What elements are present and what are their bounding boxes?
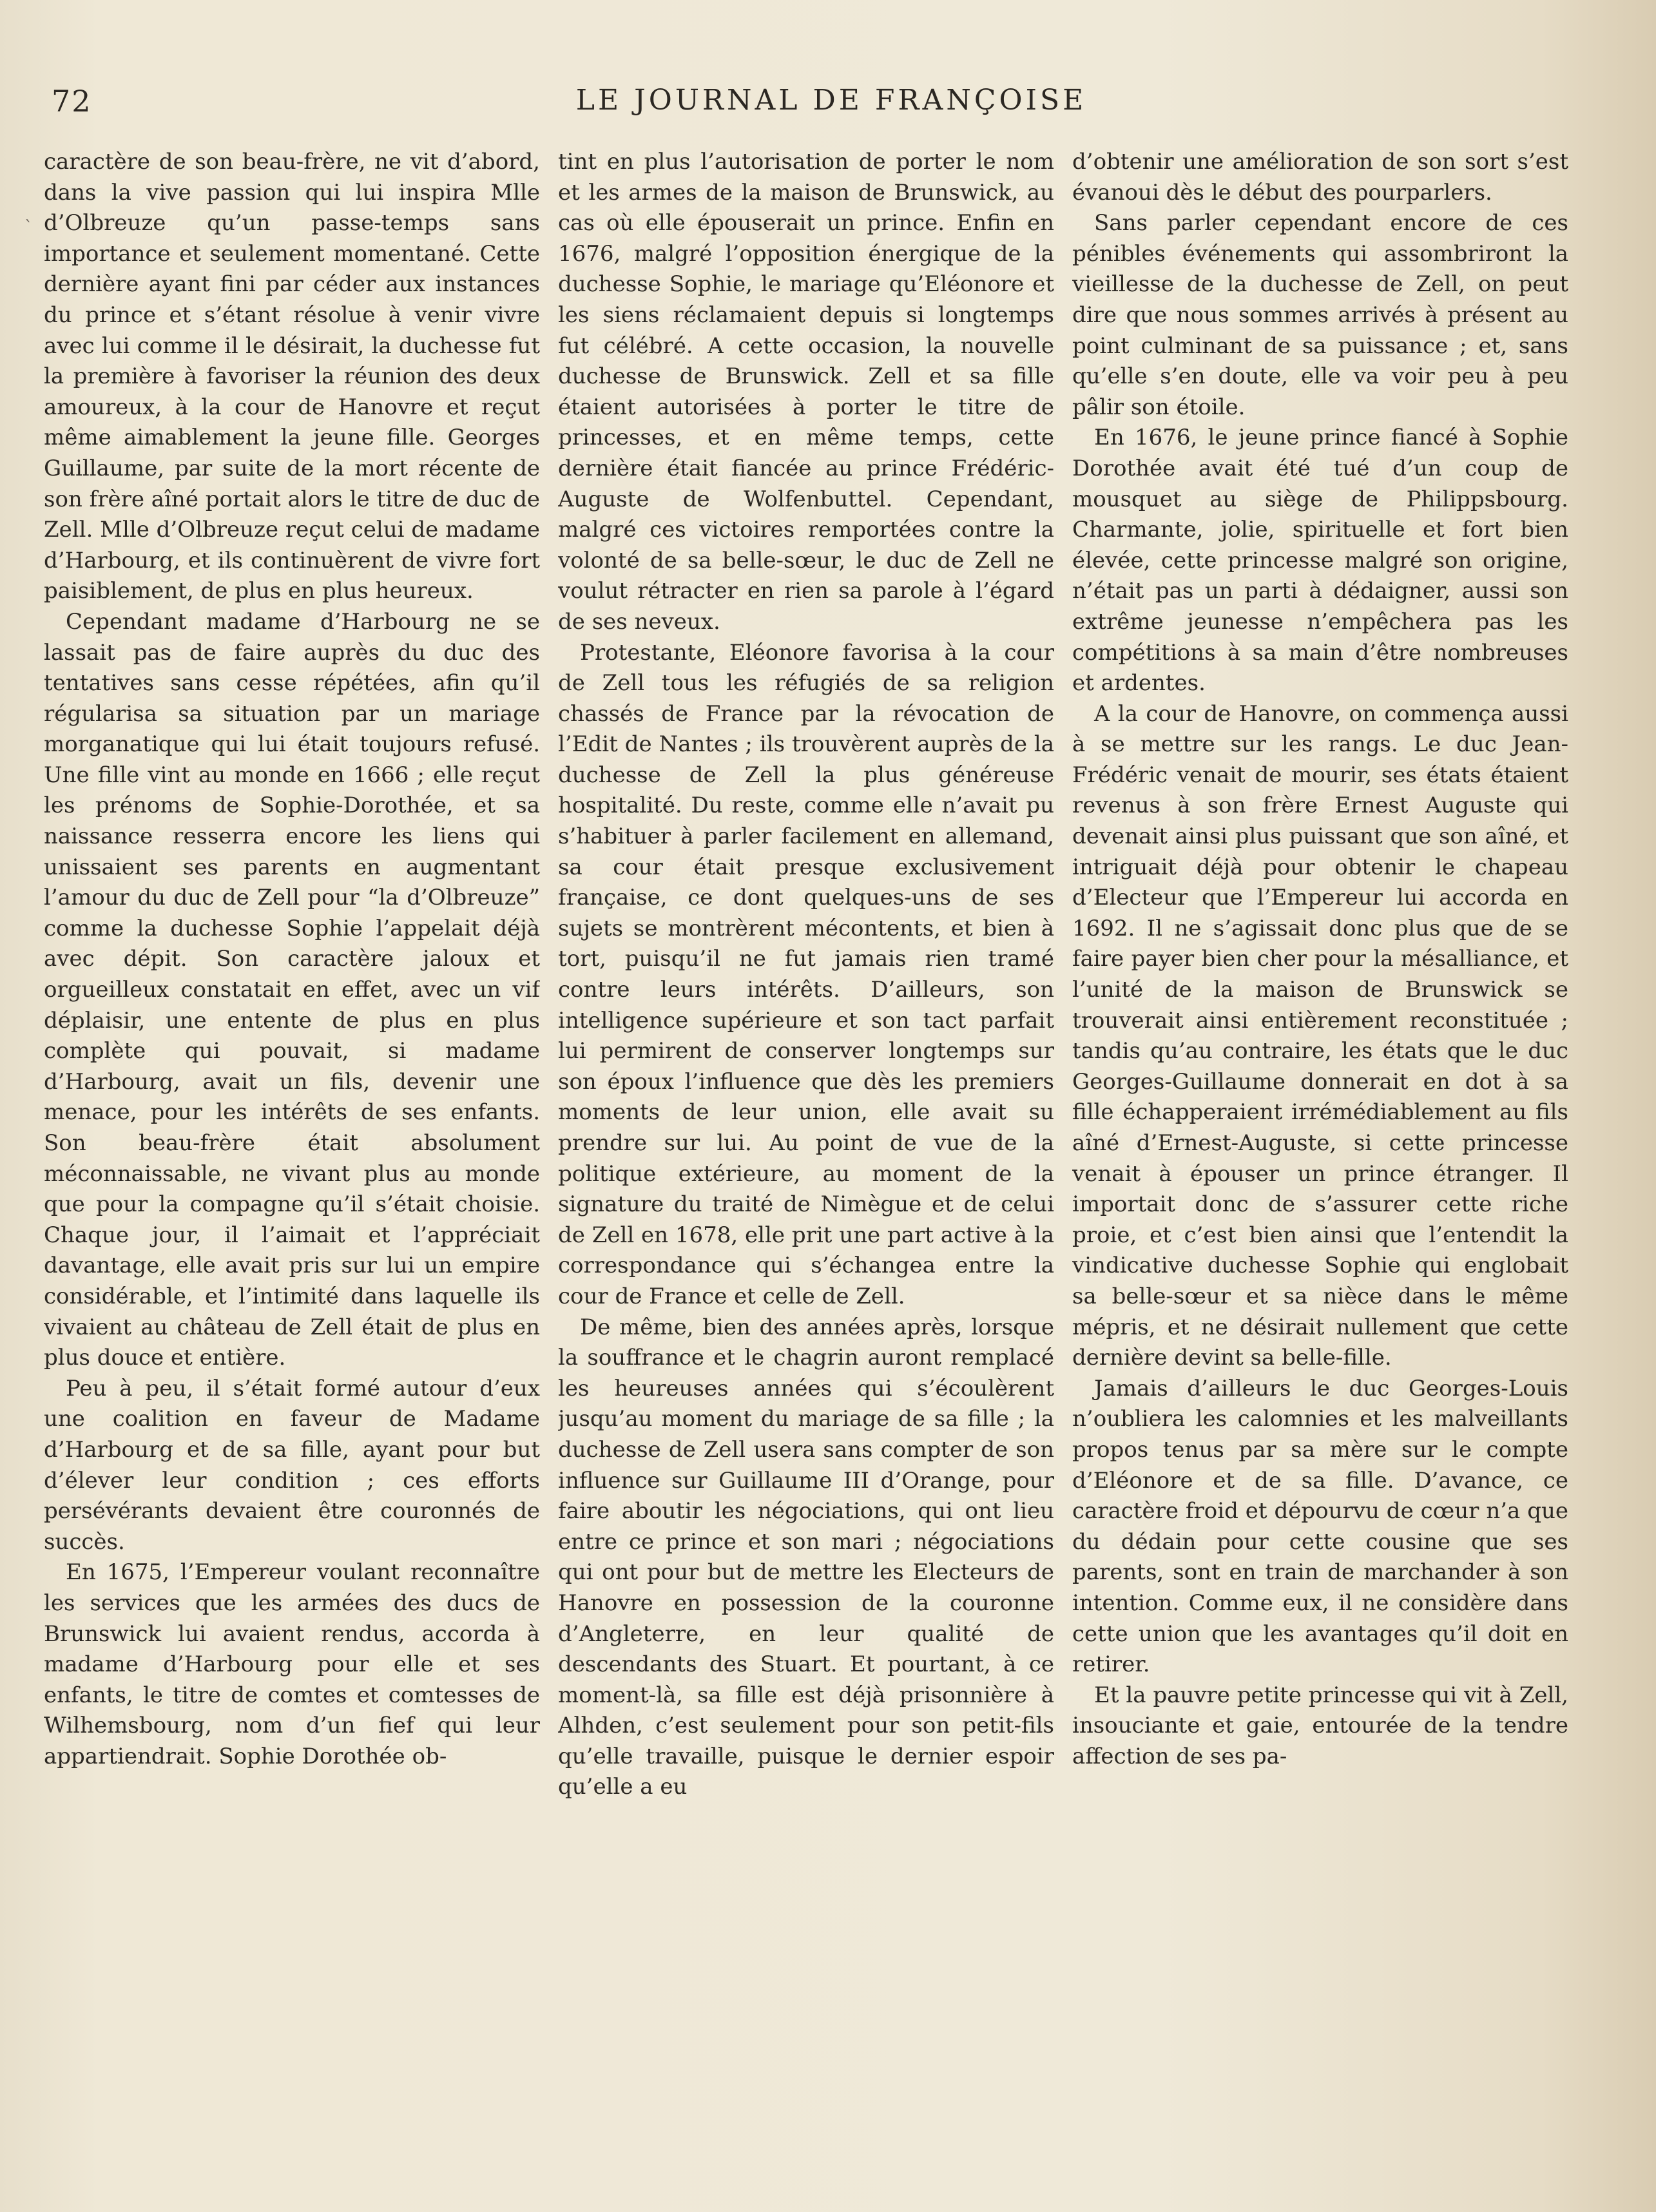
paragraph: d’obtenir une amélioration de son sort s’est évanoui dès le début des pourparlers. — [1072, 149, 1568, 206]
text-columns — [44, 147, 1571, 2144]
paragraph: De même, bien des années après, lorsque la souffrance et le chagrin auront remplacé les heureuses années qui s’écoulèrent jusqu’au moment du mariage de sa fille ; la duchesse de Zell usera sans compter de son influence sur Guillaume III d’Orange, pour faire aboutir les négociations, qui ont lieu entre ce prince et son mari ; négociations qui ont pour but de mettre les Electeurs de Hanovre en possession de la couronne d’Angleterre, en leur qualité de descendants des Stuart. Et pourtant, à ce moment-là, sa fille est déjà prisonnière à Alhden, c’est seulement pour son petit-fils qu’elle travaille, puisque le dernier espoir qu’elle a eu — [558, 1314, 1054, 1800]
paragraph: Protestante, Eléonore favorisa à la cour de Zell tous les réfugiés de sa religion chassés de France par la révocation de l’Edit de Nantes ; ils trouvèrent auprès de la duchesse de Zell la plus généreuse hospitalité. Du reste, comme elle n’avait pu s’habituer à parler facilement en allemand, sa cour était presque exclusivement française, ce dont quelques-uns de ses sujets se montrèrent mécontents, et bien à tort, puisqu’il ne fut jamais rien tramé contre leurs intérêts. D’ailleurs, son intelligence supérieure et son tact parfait lui permirent de conserver longtemps sur son époux l’influence que dès les premiers moments de leur union, elle avait su prendre sur lui. Au point de vue de la politique extérieure, au moment de la signature du traité de Nimègue et de celui de Zell en 1678, elle prit une part active à la correspondance qui s’échangea entre la cour de France et celle de Zell. — [558, 639, 1054, 1309]
paragraph: Peu à peu, il s’était formé autour d’eux une coalition en faveur de Madame d’Harbourg et de sa fille, ayant pour but d’élever leur condition ; ces efforts persévérants devaient être couronnés de succès. — [44, 1375, 540, 1555]
paragraph: En 1675, l’Empereur voulant reconnaître les services que les armées des ducs de Brunswick lui avaient rendus, accorda à madame d’Harbourg pour elle et ses enfants, le titre de comtes et comtesses de Wilhemsbourg, nom d’un fief qui leur appartiendrait. Sophie Dorothée ob- — [44, 1559, 540, 1769]
page-header — [45, 84, 1617, 129]
column-2 — [558, 147, 1054, 2144]
paragraph: En 1676, le jeune prince fiancé à Sophie Dorothée avait été tué d’un coup de mousquet au siège de Philippsbourg. Charmante, jolie, spirituelle et fort bien élevée, cette princesse malgré son origine, n’était pas un parti à dédaigner, aussi son extrême jeunesse n’empêchera pas les compétitions à sa main d’être nombreuses et ardentes. — [1072, 425, 1568, 697]
paragraph: A la cour de Hanovre, on commença aussi à se mettre sur les rangs. Le duc Jean-Frédéric venait de mourir, ses états étaient revenus à son frère Ernest Auguste qui devenait ainsi plus puissant que son aîné, et intriguait déjà pour obtenir le chapeau d’Electeur que l’Empereur lui accorda en 1692. Il ne s’agissait donc plus que de se faire payer bien cher pour la mésalliance, et l’unité de la maison de Brunswick se trouverait ainsi entièrement reconstituée ; tandis qu’au contraire, les états que le duc Georges-Guillaume donnerait en dot à sa fille échapperaient irrémédiablement au fils aîné d’Ernest-Auguste, si cette princesse venait à épouser un prince étranger. Il importait donc de s’assurer cette riche proie, et c’est bien ainsi que l’entendit la vindicative duchesse Sophie qui englobait sa belle-sœur et sa nièce dans le même mépris, et ne désirait nullement que cette dernière devint sa belle-fille. — [1072, 700, 1568, 1371]
paragraph: tint en plus l’autorisation de porter le nom et les armes de la maison de Brunswick, au cas où elle épouserait un prince. Enfin en 1676, malgré l’opposition énergique de la duchesse Sophie, le mariage qu’Eléonore et les siens réclamaient depuis si longtemps fut célébré. A cette occasion, la nouvelle duchesse de Brunswick. Zell et sa fille étaient autorisées à porter le titre de princesses, et en même temps, cette dernière était fiancée au prince Frédéric-Auguste de Wolfenbuttel. Cependant, malgré ces victoires remportées contre la volonté de sa belle-sœur, le duc de Zell ne voulut rétracter en rien sa parole à l’égard de ses neveux. — [558, 149, 1054, 635]
paragraph: Et la pauvre petite princesse qui vit à Zell, insouciante et gaie, entourée de la tendre affection de ses pa- — [1072, 1682, 1568, 1769]
page-number: 72 — [52, 84, 92, 119]
column-3 — [1072, 147, 1568, 2144]
paragraph: Jamais d’ailleurs le duc Georges-Louis n’oubliera les calomnies et les malveillants propos tenus par sa mère sur le compte d’Eléonore et de sa fille. D’avance, ce caractère froid et dépourvu de cœur n’a que du dédain pour cette cousine que ses parents, sont en train de marchander à son intention. Comme eux, il ne considère dans cette union que les avantages qu’il doit en retirer. — [1072, 1375, 1568, 1678]
running-title: LE JOURNAL DE FRANÇOISE — [575, 84, 1087, 117]
paragraph: Cependant madame d’Harbourg ne se lassait pas de faire auprès du duc des tentatives sans cesse répétées, afin qu’il régularisa sa situation par un mariage morganatique qui lui était toujours refusé. Une fille vint au monde en 1666 ; elle reçut les prénoms de Sophie-Dorothée, et sa naissance resserra encore les liens qui unissaient ses parents en augmentant l’amour du duc de Zell pour “la d’Olbreuze” comme la duchesse Sophie l’appelait déjà avec dépit. Son caractère jaloux et orgueilleux constatait en effet, avec un vif déplaisir, une entente de plus en plus complète qui pouvait, si madame d’Harbourg, avait un fils, devenir une menace, pour les intérêts de ses enfants. Son beau-frère était absolument méconnaissable, ne vivant plus au monde que pour la compagne qu’il s’était choisie. Chaque jour, il l’aimait et l’appréciait davantage, elle avait pris sur lui un empire considérable, et l’intimité dans laquelle ils vivaient au château de Zell était de plus en plus douce et entière. — [44, 608, 540, 1371]
column-1 — [44, 147, 540, 2144]
paragraph: caractère de son beau-frère, ne vit d’abord, dans la vive passion qui lui inspira Mlle d’Olbreuze qu’un passe-temps sans importance et seulement momentané. Cette dernière ayant fini par céder aux instances du prince et s’étant résolue à venir vivre avec lui comme il le désirait, la duchesse fut la première à favoriser la réunion des deux amoureux, à la cour de Hanovre et reçut même aimablement la jeune fille. Georges Guillaume, par suite de la mort récente de son frère aîné portait alors le titre de duc de Zell. Mlle d’Olbreuze reçut celui de madame d’Harbourg, et ils continuèrent de vivre fort paisiblement, de plus en plus heureux. — [44, 149, 540, 604]
margin-mark: ˋ — [24, 218, 33, 237]
paragraph: Sans parler cependant encore de ces pénibles événements qui assombriront la vieillesse de la duchesse de Zell, on peut dire que nous sommes arrivés à présent au point culminant de sa puissance ; et, sans qu’elle s’en doute, elle va voir peu à peu pâlir son étoile. — [1072, 210, 1568, 420]
